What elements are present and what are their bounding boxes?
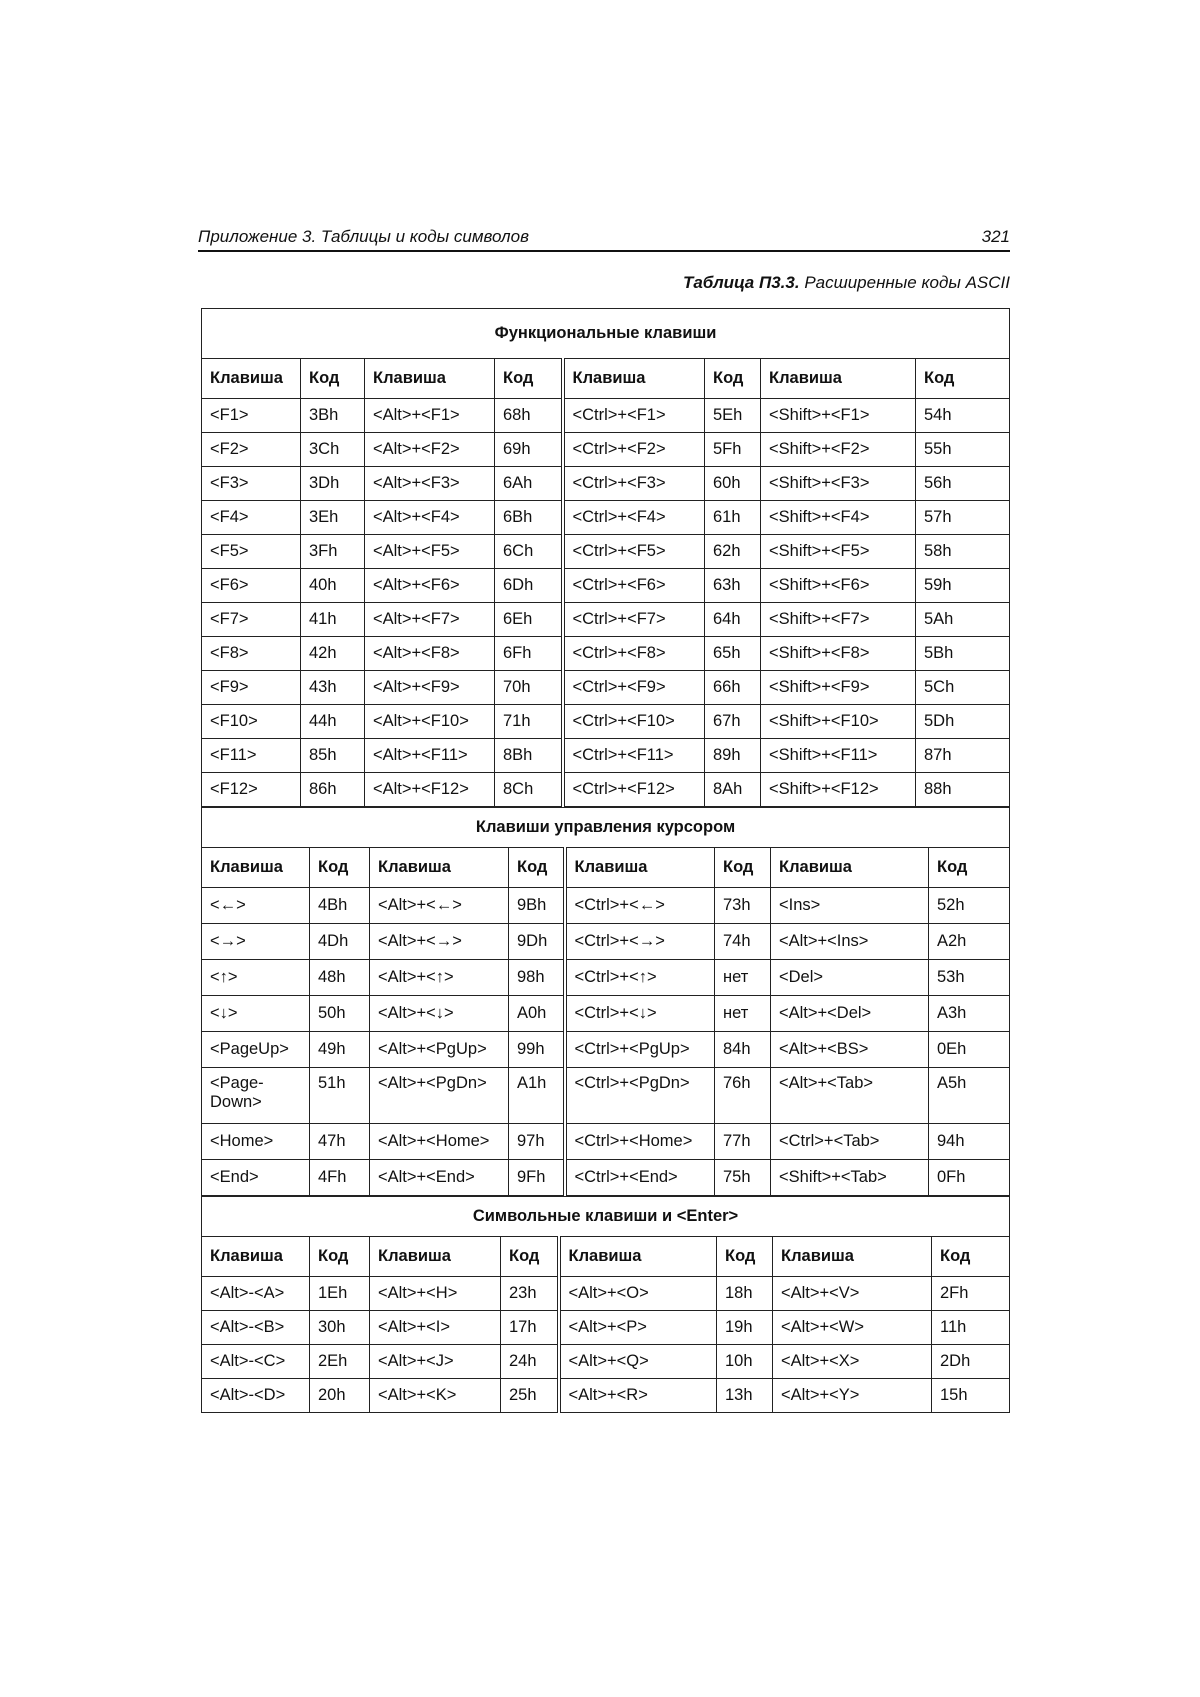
code-cell: 0Fh (929, 1160, 1010, 1196)
key-cell: <Ins> (771, 888, 929, 924)
code-cell: 3Bh (301, 399, 365, 433)
key-cell: <Shift>+<F1> (761, 399, 916, 433)
code-cell: 11h (932, 1311, 1010, 1345)
code-cell: 0Eh (929, 1032, 1010, 1068)
code-cell: 76h (715, 1068, 771, 1124)
key-cell: <Del> (771, 960, 929, 996)
code-cell: 5Bh (916, 637, 1010, 671)
code-cell: нет (715, 996, 771, 1032)
code-cell: 9Fh (509, 1160, 565, 1196)
key-cell: <Alt>+<R> (559, 1379, 717, 1413)
table-row (202, 773, 1010, 807)
table-row (202, 399, 1010, 433)
code-cell: 42h (301, 637, 365, 671)
table-row (202, 467, 1010, 501)
table-row (202, 960, 1010, 996)
key-cell: <Shift>+<F6> (761, 569, 916, 603)
key-cell: <Alt>+<H> (370, 1277, 501, 1311)
column-header: Код (495, 359, 563, 399)
table-row (202, 603, 1010, 637)
code-cell: 2Fh (932, 1277, 1010, 1311)
code-cell: 64h (705, 603, 761, 637)
code-cell: 1Eh (310, 1277, 370, 1311)
code-cell: 41h (301, 603, 365, 637)
key-cell: <Alt>+<Del> (771, 996, 929, 1032)
code-cell: 51h (310, 1068, 370, 1124)
code-cell: 48h (310, 960, 370, 996)
table-row (202, 1068, 1010, 1124)
section-table (201, 308, 1010, 807)
key-cell: <Alt>+<F3> (365, 467, 495, 501)
code-cell: 9Bh (509, 888, 565, 924)
key-cell: <↑> (202, 960, 310, 996)
code-cell: 19h (717, 1311, 773, 1345)
table-row (202, 1032, 1010, 1068)
key-cell: <Alt>+<I> (370, 1311, 501, 1345)
code-cell: 5Fh (705, 433, 761, 467)
key-cell: <Ctrl>+<←> (565, 888, 715, 924)
key-cell: <PageUp> (202, 1032, 310, 1068)
code-cell: 6Dh (495, 569, 563, 603)
key-cell: <Alt>+<→> (370, 924, 509, 960)
key-cell: <Ctrl>+<F12> (563, 773, 705, 807)
code-cell: A1h (509, 1068, 565, 1124)
code-cell: 43h (301, 671, 365, 705)
key-cell: <Alt>+<O> (559, 1277, 717, 1311)
column-header: Клавиша (773, 1237, 932, 1277)
key-cell: <Alt>+<K> (370, 1379, 501, 1413)
code-cell: 68h (495, 399, 563, 433)
code-cell: 30h (310, 1311, 370, 1345)
key-cell: <Ctrl>+<↑> (565, 960, 715, 996)
code-cell: A2h (929, 924, 1010, 960)
key-cell: <Alt>+<↓> (370, 996, 509, 1032)
code-cell: 4Dh (310, 924, 370, 960)
code-cell: 3Eh (301, 501, 365, 535)
column-header: Клавиша (565, 848, 715, 888)
code-cell: 65h (705, 637, 761, 671)
column-header: Код (715, 848, 771, 888)
code-cell: 69h (495, 433, 563, 467)
key-cell: <Ctrl>+<F5> (563, 535, 705, 569)
code-cell: нет (715, 960, 771, 996)
column-header: Код (310, 848, 370, 888)
code-cell: 60h (705, 467, 761, 501)
key-cell: <Alt>+<Q> (559, 1345, 717, 1379)
code-cell: 56h (916, 467, 1010, 501)
key-cell: <Alt>+<F7> (365, 603, 495, 637)
key-cell: <Alt>-<B> (202, 1311, 310, 1345)
section-table (201, 1196, 1010, 1413)
code-cell: 50h (310, 996, 370, 1032)
code-cell: 84h (715, 1032, 771, 1068)
key-cell: <Alt>+<W> (773, 1311, 932, 1345)
code-cell: 89h (705, 739, 761, 773)
running-header (198, 226, 1010, 252)
column-header: Клавиша (559, 1237, 717, 1277)
code-cell: 8Bh (495, 739, 563, 773)
key-cell: <Alt>+<Tab> (771, 1068, 929, 1124)
key-cell: <Shift>+<F2> (761, 433, 916, 467)
code-cell: 44h (301, 705, 365, 739)
code-cell: 4Fh (310, 1160, 370, 1196)
key-cell: <Alt>+<F8> (365, 637, 495, 671)
column-header: Код (916, 359, 1010, 399)
key-cell: <Alt>+<V> (773, 1277, 932, 1311)
code-cell: 55h (916, 433, 1010, 467)
key-cell: <F11> (202, 739, 301, 773)
code-cell: 94h (929, 1124, 1010, 1160)
ascii-codes-table (201, 308, 1009, 1413)
code-cell: 52h (929, 888, 1010, 924)
column-header: Клавиша (370, 1237, 501, 1277)
key-cell: <Alt>+<BS> (771, 1032, 929, 1068)
table-row (202, 705, 1010, 739)
code-cell: 4Bh (310, 888, 370, 924)
code-cell: 88h (916, 773, 1010, 807)
key-cell: <Alt>+<Ins> (771, 924, 929, 960)
table-caption-label: Таблица П3.3. (682, 273, 800, 292)
chapter-title: Приложение 3. Таблицы и коды символов (198, 227, 529, 246)
key-cell: <Ctrl>+<F1> (563, 399, 705, 433)
code-cell: 98h (509, 960, 565, 996)
key-cell: <End> (202, 1160, 310, 1196)
key-cell: <F6> (202, 569, 301, 603)
code-cell: 5Dh (916, 705, 1010, 739)
key-cell: <Alt>+<PgUp> (370, 1032, 509, 1068)
table-row (202, 637, 1010, 671)
key-cell: <F10> (202, 705, 301, 739)
code-cell: 71h (495, 705, 563, 739)
column-header: Клавиша (563, 359, 705, 399)
code-cell: 47h (310, 1124, 370, 1160)
table-row (202, 671, 1010, 705)
key-cell: <Shift>+<F4> (761, 501, 916, 535)
code-cell: 17h (501, 1311, 559, 1345)
code-cell: 6Fh (495, 637, 563, 671)
table-row (202, 501, 1010, 535)
key-cell: <Ctrl>+<F6> (563, 569, 705, 603)
key-cell: <Home> (202, 1124, 310, 1160)
code-cell: 59h (916, 569, 1010, 603)
code-cell: 10h (717, 1345, 773, 1379)
key-cell: <Alt>+<End> (370, 1160, 509, 1196)
column-header: Клавиша (761, 359, 916, 399)
key-cell: <Ctrl>+<F7> (563, 603, 705, 637)
code-cell: 8Ah (705, 773, 761, 807)
code-cell: 74h (715, 924, 771, 960)
code-cell: 6Ah (495, 467, 563, 501)
code-cell: 18h (717, 1277, 773, 1311)
key-cell: <Shift>+<Tab> (771, 1160, 929, 1196)
key-cell: <Ctrl>+<PgDn> (565, 1068, 715, 1124)
column-header: Код (501, 1237, 559, 1277)
code-cell: 58h (916, 535, 1010, 569)
code-cell: 57h (916, 501, 1010, 535)
table-row (202, 433, 1010, 467)
table-row (202, 1345, 1010, 1379)
code-cell: 6Bh (495, 501, 563, 535)
key-cell: <Alt>+<←> (370, 888, 509, 924)
key-cell: <Ctrl>+<F2> (563, 433, 705, 467)
column-header: Код (717, 1237, 773, 1277)
column-header: Код (301, 359, 365, 399)
table-row (202, 569, 1010, 603)
code-cell: 20h (310, 1379, 370, 1413)
code-cell: 99h (509, 1032, 565, 1068)
key-cell: <Alt>+<F9> (365, 671, 495, 705)
code-cell: 13h (717, 1379, 773, 1413)
key-cell: <Alt>+<X> (773, 1345, 932, 1379)
column-header: Код (932, 1237, 1010, 1277)
code-cell: 25h (501, 1379, 559, 1413)
key-cell: <Ctrl>+<F3> (563, 467, 705, 501)
code-cell: 40h (301, 569, 365, 603)
table-row (202, 1124, 1010, 1160)
key-cell: <Ctrl>+<→> (565, 924, 715, 960)
key-cell: <F8> (202, 637, 301, 671)
code-cell: 6Ch (495, 535, 563, 569)
key-cell: <Ctrl>+<F4> (563, 501, 705, 535)
code-cell: 6Eh (495, 603, 563, 637)
code-cell: 75h (715, 1160, 771, 1196)
key-cell: <Alt>-<A> (202, 1277, 310, 1311)
key-cell: <Shift>+<F5> (761, 535, 916, 569)
table-row (202, 739, 1010, 773)
key-cell: <Shift>+<F3> (761, 467, 916, 501)
column-header: Код (929, 848, 1010, 888)
key-cell: <Shift>+<F8> (761, 637, 916, 671)
key-cell: <Alt>+<F5> (365, 535, 495, 569)
key-cell: <Alt>-<D> (202, 1379, 310, 1413)
table-caption-title: Расширенные коды ASCII (804, 273, 1010, 292)
key-cell: <F3> (202, 467, 301, 501)
code-cell: 61h (705, 501, 761, 535)
key-cell: <Ctrl>+<Home> (565, 1124, 715, 1160)
code-cell: 53h (929, 960, 1010, 996)
key-cell: <Alt>-<C> (202, 1345, 310, 1379)
key-cell: <Alt>+<F11> (365, 739, 495, 773)
key-cell: <Alt>+<P> (559, 1311, 717, 1345)
code-cell: A0h (509, 996, 565, 1032)
key-cell: <Shift>+<F11> (761, 739, 916, 773)
key-cell: <F5> (202, 535, 301, 569)
key-cell: <Shift>+<F10> (761, 705, 916, 739)
key-cell: <Ctrl>+<PgUp> (565, 1032, 715, 1068)
key-cell: <Alt>+<↑> (370, 960, 509, 996)
table-row (202, 1277, 1010, 1311)
column-header: Клавиша (771, 848, 929, 888)
key-cell: <Alt>+<Y> (773, 1379, 932, 1413)
column-header: Код (509, 848, 565, 888)
code-cell: 23h (501, 1277, 559, 1311)
key-cell: <←> (202, 888, 310, 924)
key-cell: <→> (202, 924, 310, 960)
key-cell: <Ctrl>+<Tab> (771, 1124, 929, 1160)
code-cell: 49h (310, 1032, 370, 1068)
code-cell: 2Dh (932, 1345, 1010, 1379)
key-cell: <F7> (202, 603, 301, 637)
column-header: Клавиша (202, 1237, 310, 1277)
code-cell: 97h (509, 1124, 565, 1160)
key-cell: <Alt>+<PgDn> (370, 1068, 509, 1124)
code-cell: 5Ah (916, 603, 1010, 637)
code-cell: A3h (929, 996, 1010, 1032)
code-cell: 9Dh (509, 924, 565, 960)
code-cell: 3Ch (301, 433, 365, 467)
key-cell: <Ctrl>+<F10> (563, 705, 705, 739)
key-cell: <Ctrl>+<F11> (563, 739, 705, 773)
key-cell: <Shift>+<F9> (761, 671, 916, 705)
key-cell: <↓> (202, 996, 310, 1032)
key-cell: <Alt>+<F10> (365, 705, 495, 739)
code-cell: 15h (932, 1379, 1010, 1413)
key-cell: <Alt>+<F1> (365, 399, 495, 433)
table-row (202, 1379, 1010, 1413)
table-caption (683, 273, 1010, 293)
table-row (202, 924, 1010, 960)
section-title: Функциональные клавиши (202, 309, 1010, 359)
code-cell: 3Fh (301, 535, 365, 569)
key-cell: <F9> (202, 671, 301, 705)
code-cell: 73h (715, 888, 771, 924)
key-cell: <Ctrl>+<F8> (563, 637, 705, 671)
key-cell: <Alt>+<F4> (365, 501, 495, 535)
table-row (202, 1160, 1010, 1196)
table-row (202, 535, 1010, 569)
table-row (202, 1311, 1010, 1345)
code-cell: 5Eh (705, 399, 761, 433)
code-cell: 54h (916, 399, 1010, 433)
code-cell: 67h (705, 705, 761, 739)
code-cell: 85h (301, 739, 365, 773)
code-cell: 63h (705, 569, 761, 603)
page-number: 321 (981, 227, 1010, 246)
code-cell: 8Ch (495, 773, 563, 807)
key-cell: <Alt>+<F2> (365, 433, 495, 467)
key-cell: <Alt>+<F12> (365, 773, 495, 807)
key-cell: <F2> (202, 433, 301, 467)
code-cell: 77h (715, 1124, 771, 1160)
code-cell: 5Ch (916, 671, 1010, 705)
column-header: Код (310, 1237, 370, 1277)
code-cell: 2Eh (310, 1345, 370, 1379)
key-cell: <F12> (202, 773, 301, 807)
code-cell: 24h (501, 1345, 559, 1379)
column-header: Код (705, 359, 761, 399)
table-row (202, 996, 1010, 1032)
code-cell: 70h (495, 671, 563, 705)
key-cell: <Alt>+<F6> (365, 569, 495, 603)
column-header: Клавиша (202, 848, 310, 888)
key-cell: <Ctrl>+<↓> (565, 996, 715, 1032)
key-cell: <Alt>+<J> (370, 1345, 501, 1379)
section-title: Клавиши управления курсором (202, 808, 1010, 848)
key-cell: <Shift>+<F12> (761, 773, 916, 807)
code-cell: 3Dh (301, 467, 365, 501)
section-table (201, 807, 1010, 1196)
column-header: Клавиша (365, 359, 495, 399)
code-cell: 62h (705, 535, 761, 569)
code-cell: 86h (301, 773, 365, 807)
key-cell: <Shift>+<F7> (761, 603, 916, 637)
key-cell: <Alt>+<Home> (370, 1124, 509, 1160)
section-title: Символьные клавиши и <Enter> (202, 1197, 1010, 1237)
table-row (202, 888, 1010, 924)
key-cell: <Page- Down> (202, 1068, 310, 1124)
code-cell: A5h (929, 1068, 1010, 1124)
column-header: Клавиша (370, 848, 509, 888)
code-cell: 66h (705, 671, 761, 705)
key-cell: <Ctrl>+<End> (565, 1160, 715, 1196)
column-header: Клавиша (202, 359, 301, 399)
code-cell: 87h (916, 739, 1010, 773)
key-cell: <F1> (202, 399, 301, 433)
key-cell: <Ctrl>+<F9> (563, 671, 705, 705)
key-cell: <F4> (202, 501, 301, 535)
